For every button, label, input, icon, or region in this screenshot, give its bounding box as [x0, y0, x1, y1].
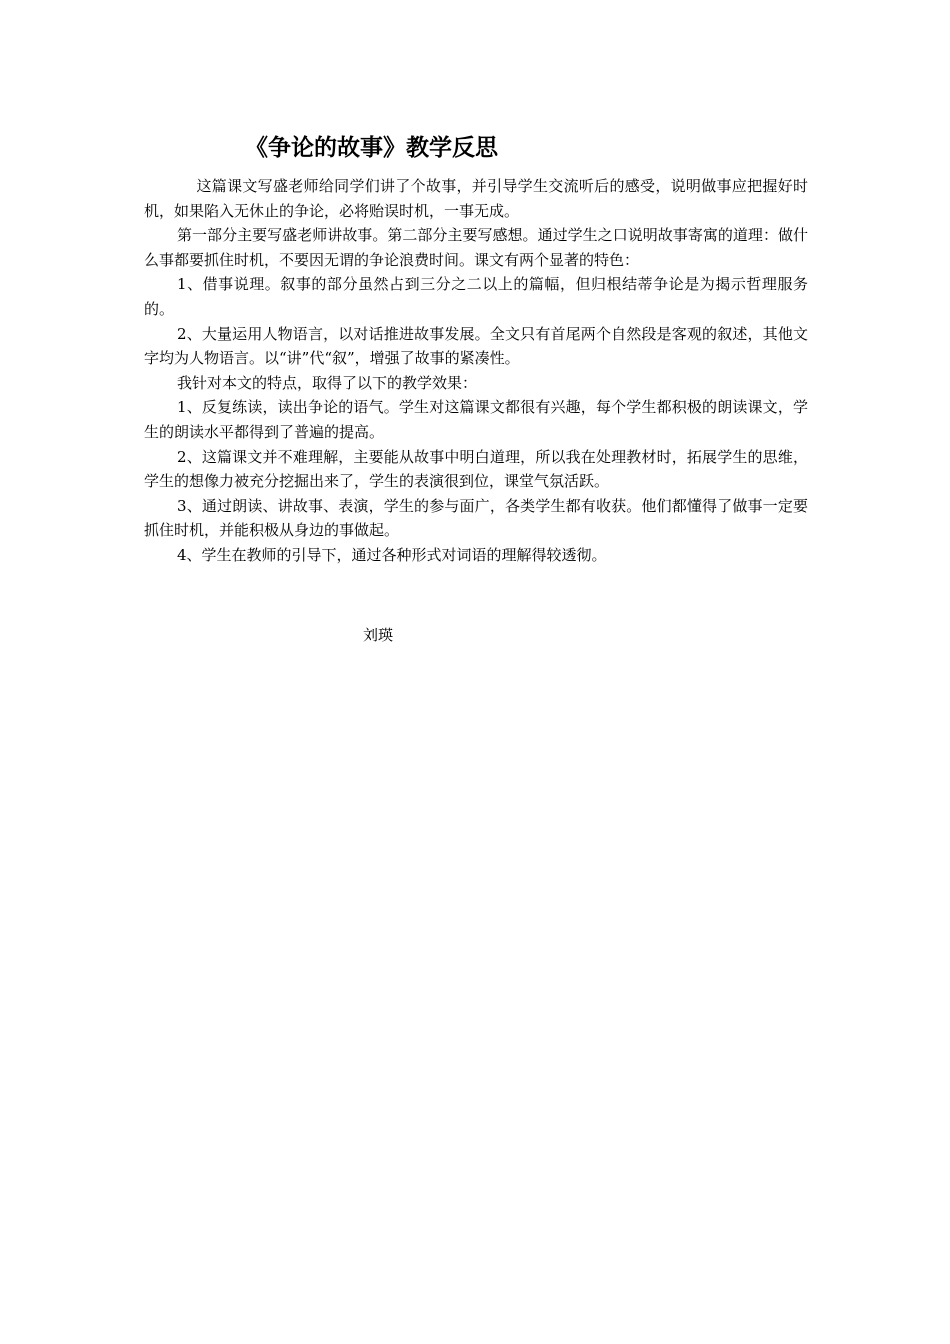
document-title: 《争论的故事》教学反思	[245, 134, 498, 161]
author-signature: 刘瑛	[363, 626, 394, 644]
paragraph-effect-1: 1、反复练读，读出争论的语气。学生对这篇课文都很有兴趣，每个学生都积极的朗读课文，学生的朗读水平都得到了普遍的提高。	[144, 398, 808, 441]
paragraph-effects-intro: 我针对本文的特点，取得了以下的教学效果：	[177, 373, 478, 392]
paragraph-effect-3: 3、通过朗读、讲故事、表演，学生的参与面广，各类学生都有收获。他们都懂得了做事一定要抓住时机，并能积极从身边的事做起。	[144, 496, 808, 540]
document-body	[144, 174, 808, 568]
paragraph-structure: 第一部分主要写盛老师讲故事。第二部分主要写感想。通过学生之口说明故事寄寓的道理：做什么事都要抓住时机，不要因无谓的争论浪费时间。课文有两个显著的特色：	[144, 226, 808, 269]
paragraph-effect-4: 4、学生在教师的引导下，通过各种形式对词语的理解得较透彻。	[177, 545, 607, 564]
paragraph-intro: 这篇课文写盛老师给同学们讲了个故事，并引导学生交流听后的感受，说明做事应把握好时机，如果陷入无休止的争论，必将贻误时机，一事无成。	[144, 177, 808, 220]
paragraph-feature-2: 2、大量运用人物语言，以对话推进故事发展。全文只有首尾两个自然段是客观的叙述，其他文字均为人物语言。以“讲”代“叙”，增强了故事的紧凑性。	[144, 324, 808, 368]
paragraph-feature-1: 1、借事说理。叙事的部分虽然占到三分之二以上的篇幅，但归根结蒂争论是为揭示哲理服务的。	[144, 275, 808, 318]
paragraph-effect-2: 2、这篇课文并不难理解，主要能从故事中明白道理，所以我在处理教材时，拓展学生的思维，学生的想像力被充分挖掘出来了，学生的表演很到位，课堂气氛活跃。	[144, 447, 808, 491]
